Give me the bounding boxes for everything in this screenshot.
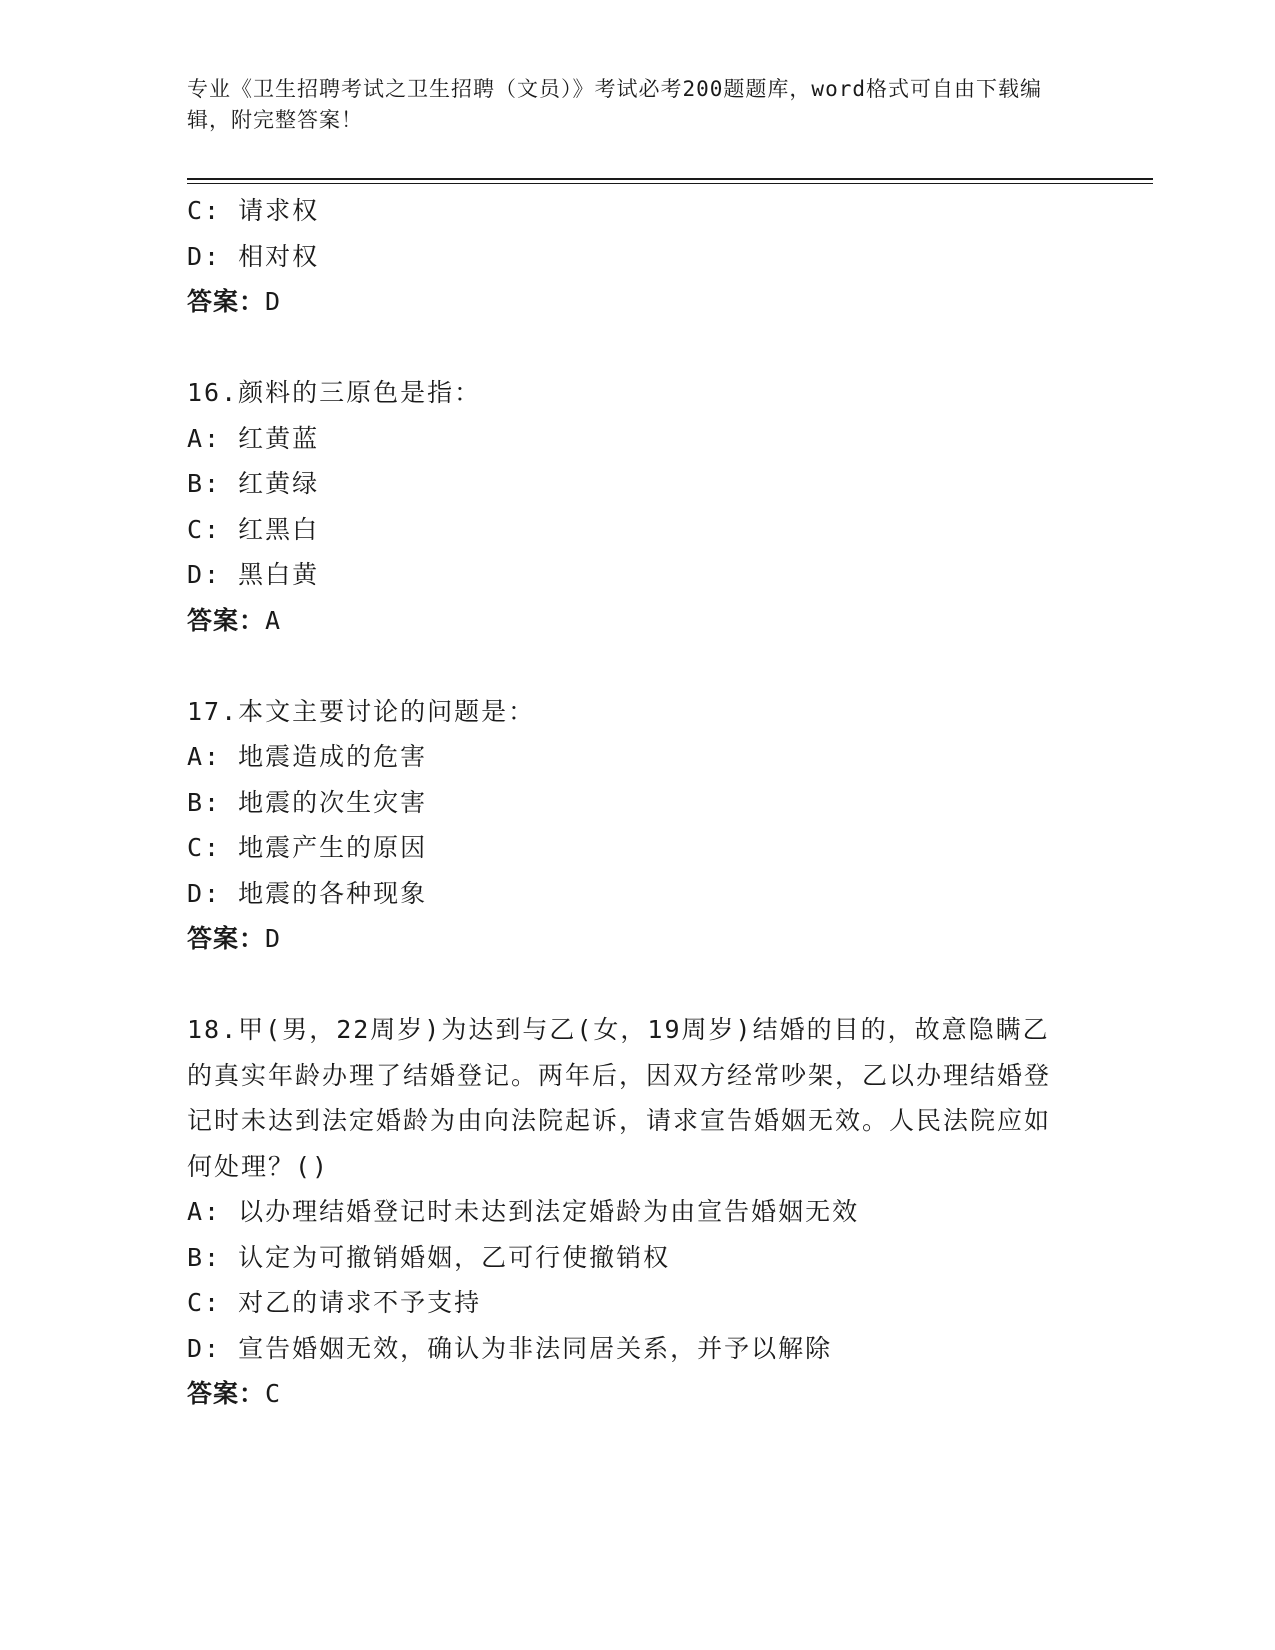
answer-label: 答案： xyxy=(187,924,266,953)
answer-line xyxy=(187,279,1067,325)
option-label: D: xyxy=(187,560,222,589)
question-stem xyxy=(187,370,1067,416)
option-label: B: xyxy=(187,469,222,498)
option-text: 相对权 xyxy=(238,241,320,271)
option-text: 宣告婚姻无效，确认为非法同居关系，并予以解除 xyxy=(238,1333,833,1363)
option-label: B: xyxy=(187,787,222,817)
option-line xyxy=(187,1235,1067,1281)
option-label: D: xyxy=(187,241,222,271)
answer-line xyxy=(187,598,1067,644)
option-line xyxy=(187,461,1067,507)
option-text: 认定为可撤销婚姻，乙可行使撤销权 xyxy=(238,1242,671,1272)
option-label: A: xyxy=(187,423,222,453)
question-block xyxy=(187,689,1067,962)
answer-value: C xyxy=(265,1379,283,1408)
option-text: 地震的各种现象 xyxy=(238,878,428,908)
answer-value: D xyxy=(265,287,283,316)
question-text: 本文主要讨论的问题是： xyxy=(238,696,536,726)
header-title: 专业《卫生招聘考试之卫生招聘（文员）》考试必考200题题库，word格式可自由下载编辑，附完整答案！ xyxy=(187,77,1042,132)
question-number: 16. xyxy=(187,378,239,407)
continued-question xyxy=(187,188,1067,325)
answer-label: 答案： xyxy=(187,605,266,635)
answer-label: 答案： xyxy=(187,1379,266,1408)
option-text: 以办理结婚登记时未达到法定婚龄为由宣告婚姻无效 xyxy=(238,1197,860,1226)
option-line xyxy=(187,507,1067,553)
option-text: 请求权 xyxy=(238,196,320,225)
option-label: A: xyxy=(187,742,222,771)
question-stem xyxy=(187,689,1067,735)
answer-line xyxy=(187,916,1067,962)
option-line xyxy=(187,188,1067,234)
option-line xyxy=(187,416,1067,462)
question-number: 18. xyxy=(187,1015,239,1044)
spacer xyxy=(187,325,1067,371)
option-label: A: xyxy=(187,1197,222,1226)
question-text: 甲(男，22周岁)为达到与乙(女，19周岁)结婚的目的，故意隐瞒乙的真实年龄办理了结婚登记。两年后，因双方经常吵架，乙以办理结婚登记时未达到法定婚龄为由向法院起诉，请求宣告婚姻无效。人民法院应如何处理？() xyxy=(187,1015,1052,1181)
option-label: D: xyxy=(187,878,222,908)
option-line xyxy=(187,734,1067,780)
option-label: C: xyxy=(187,196,222,225)
option-label: C: xyxy=(187,514,222,544)
option-line xyxy=(187,552,1067,598)
answer-label: 答案： xyxy=(187,287,266,316)
answer-line xyxy=(187,1371,1067,1417)
option-text: 红黄蓝 xyxy=(238,423,320,453)
question-stem xyxy=(187,1007,1067,1189)
option-text: 红黑白 xyxy=(238,514,320,544)
option-text: 对乙的请求不予支持 xyxy=(238,1288,482,1317)
option-text: 黑白黄 xyxy=(238,560,320,589)
option-line xyxy=(187,780,1067,826)
option-text: 地震产生的原因 xyxy=(238,833,428,862)
spacer xyxy=(187,643,1067,689)
option-label: D: xyxy=(187,1333,222,1363)
question-content xyxy=(187,188,1067,1417)
header-rule-thick xyxy=(187,178,1153,180)
option-text: 红黄绿 xyxy=(238,469,320,498)
option-label: C: xyxy=(187,1288,222,1317)
spacer xyxy=(187,962,1067,1008)
option-label: C: xyxy=(187,833,222,862)
option-line xyxy=(187,1189,1067,1235)
option-line xyxy=(187,871,1067,917)
question-number: 17. xyxy=(187,696,239,726)
header-rule-thin xyxy=(187,183,1153,184)
question-block xyxy=(187,370,1067,643)
answer-value: A xyxy=(265,605,283,635)
option-line xyxy=(187,1280,1067,1326)
option-text: 地震的次生灾害 xyxy=(238,787,428,817)
option-line xyxy=(187,825,1067,871)
option-label: B: xyxy=(187,1242,222,1272)
option-line xyxy=(187,1326,1067,1372)
document-header xyxy=(187,74,1067,136)
option-line xyxy=(187,234,1067,280)
answer-value: D xyxy=(265,924,283,953)
option-text: 地震造成的危害 xyxy=(238,742,428,771)
question-text: 颜料的三原色是指： xyxy=(238,378,482,407)
question-block xyxy=(187,1007,1067,1417)
